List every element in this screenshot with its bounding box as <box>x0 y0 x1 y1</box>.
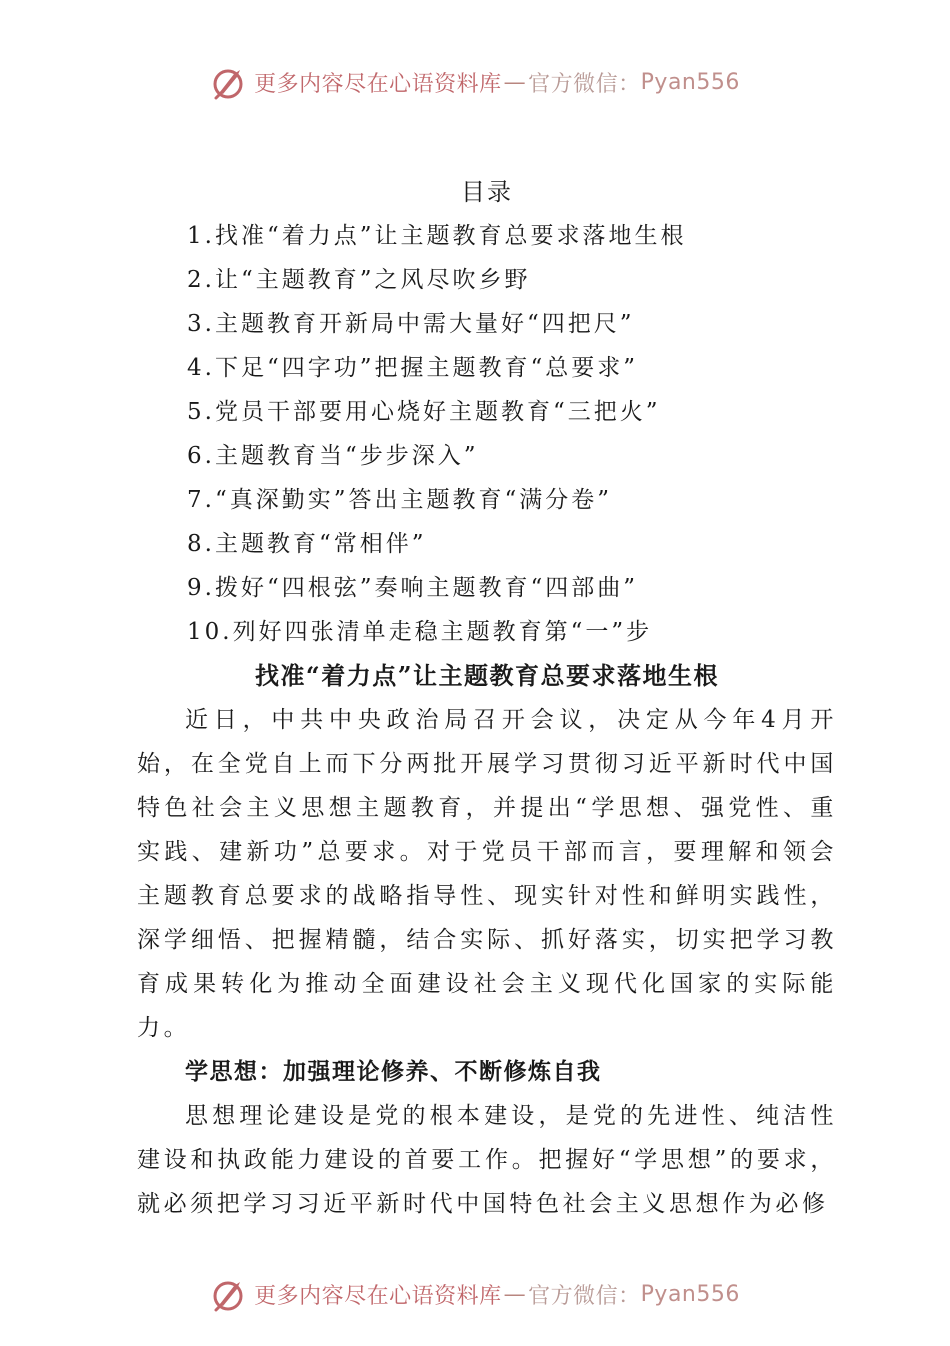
toc-item: 8.主题教育“常相伴” <box>187 531 427 557</box>
paragraph: 思想理论建设是党的根本建设，是党的先进性、纯洁性建设和执政能力建设的首要工作。把握好“学思想”的要求，就必须把学习习近平新时代中国特色社会主义思想作为必修 <box>137 1103 837 1217</box>
article-title: 找准“着力点”让主题教育总要求落地生根 <box>254 661 720 690</box>
table-of-contents <box>137 214 837 654</box>
toc-item: 4.下足“四字功”把握主题教育“总要求” <box>187 355 638 381</box>
toc-item: 3.主题教育开新局中需大量好“四把尺” <box>187 311 635 337</box>
pen-nib-logo-icon <box>210 62 250 102</box>
footer-watermark <box>0 1272 950 1316</box>
toc-item: 9.拨好“四根弦”奏响主题教育“四部曲” <box>187 575 638 601</box>
header-watermark <box>0 60 950 104</box>
watermark-brand: 更多内容尽在心语资料库 <box>254 71 502 97</box>
toc-item: 10.列好四张清单走稳主题教育第“一”步 <box>187 619 653 645</box>
toc-item: 2.让“主题教育”之风尽吹乡野 <box>187 267 531 293</box>
toc-title: 目录 <box>461 178 513 206</box>
pen-nib-logo-icon <box>210 1274 250 1314</box>
toc-item: 5.党员干部要用心烧好主题教育“三把火” <box>187 399 661 425</box>
watermark-separator: — <box>503 69 527 95</box>
paragraph: 近日，中共中央政治局召开会议，决定从今年4月开始，在全党自上而下分两批开展学习贯彻习近平新时代中国特色社会主义思想主题教育，并提出“学思想、强党性、重实践、建新功”总要求。对于党员干部而言，要理解和领会主题教育总要求的战略指导性、现实针对性和鲜明实践性，深学细悟、把握精髓，结合实际、抓好落实，切实把学习教育成果转化为推动全面建设社会主义现代化国家的实际能力。 <box>137 707 837 1041</box>
watermark-wechat-label: 官方微信： <box>528 71 641 97</box>
toc-item: 6.主题教育当“步步深入” <box>187 443 479 469</box>
toc-item: 1.找准“着力点”让主题教育总要求落地生根 <box>187 223 687 249</box>
watermark-wechat-id: Pyan556 <box>640 69 740 95</box>
watermark-brand: 更多内容尽在心语资料库 <box>254 1283 502 1309</box>
section-heading: 学思想：加强理论修养、不断修炼自我 <box>185 1058 602 1085</box>
document-body <box>137 170 837 1226</box>
watermark-wechat-id: Pyan556 <box>640 1281 740 1307</box>
toc-item: 7.“真深勤实”答出主题教育“满分卷” <box>187 487 612 513</box>
watermark-wechat-label: 官方微信： <box>528 1283 641 1309</box>
watermark-separator: — <box>503 1281 527 1307</box>
